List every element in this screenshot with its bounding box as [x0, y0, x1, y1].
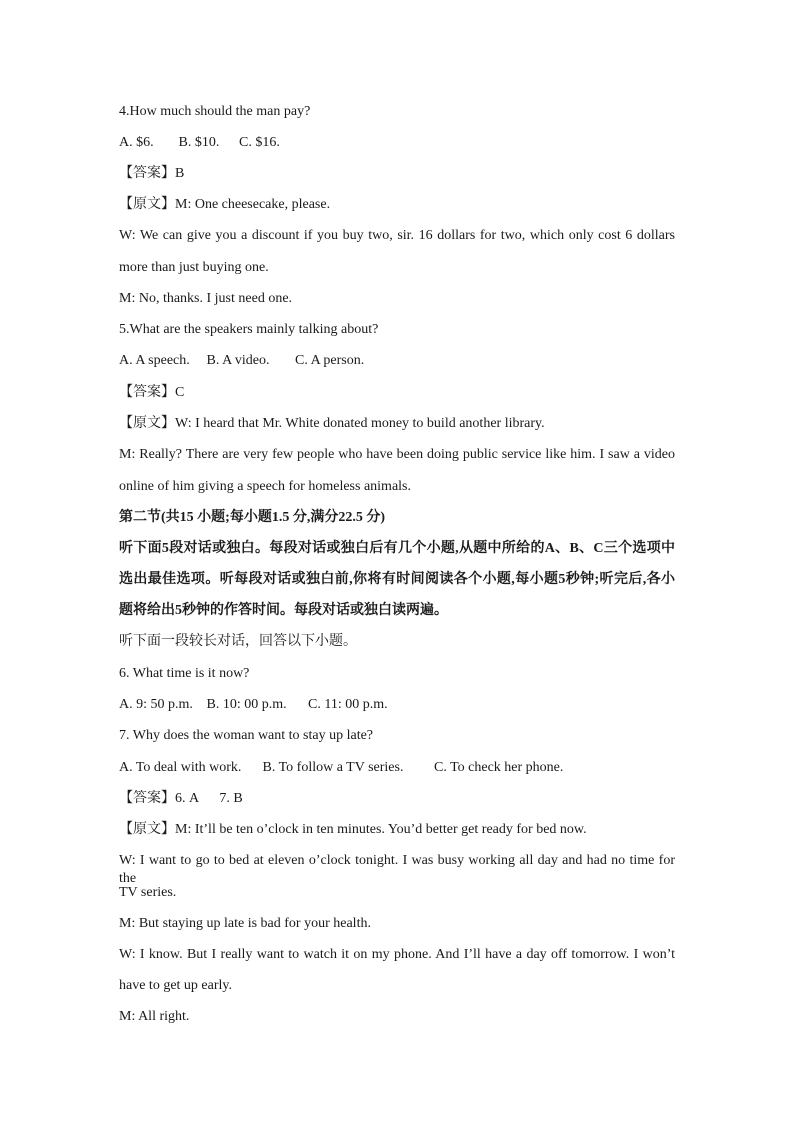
q7-option-c: C. To check her phone. — [434, 760, 564, 775]
q5-transcript-line-1: 【原文】W: I heard that Mr. White donated money to build another library. — [119, 416, 545, 431]
q5-transcript-line-3: online of him giving a speech for homeless animals. — [119, 479, 411, 494]
q4-option-a: A. $6. — [119, 135, 154, 150]
q5-transcript-line-2: M: Really? There are very few people who have been doing public service like him. I saw a video — [119, 447, 675, 462]
q4-question: 4.How much should the man pay? — [119, 104, 311, 119]
q6-options — [119, 696, 388, 714]
q5-option-c: C. A person. — [295, 353, 365, 368]
q7-option-b: B. To follow a TV series. — [262, 760, 404, 775]
q4-option-b: B. $10. — [178, 135, 220, 150]
q67-transcript-line-2: W: I want to go to bed at eleven o’clock tonight. I was busy working all day and had no time for the — [119, 853, 675, 886]
q5-option-a: A. A speech. — [119, 353, 190, 368]
q67-answer: 【答案】6. A 7. B — [119, 791, 243, 806]
q5-question: 5.What are the speakers mainly talking about? — [119, 322, 379, 337]
q6-question: 6. What time is it now? — [119, 666, 250, 681]
q67-transcript-line-5: W: I know. But I really want to watch it on my phone. And I’ll have a day off tomorrow. I won’t — [119, 947, 675, 962]
q5-answer: 【答案】C — [119, 385, 185, 400]
q4-option-c: C. $16. — [239, 135, 280, 150]
q4-transcript-line-1: 【原文】M: One cheesecake, please. — [119, 197, 331, 212]
q7-option-a: A. To deal with work. — [119, 760, 242, 775]
q6-option-a: A. 9: 50 p.m. — [119, 697, 193, 712]
section2-heading: 第二节(共15 小题;每小题1.5 分,满分22.5 分) — [119, 510, 385, 525]
section2-instruction-line-1: 听下面5段对话或独白。每段对话或独白后有几个小题,从题中所给的A、B、C三个选项中 — [119, 541, 675, 556]
q67-transcript-line-7: M: All right. — [119, 1009, 190, 1024]
q6-option-b: B. 10: 00 p.m. — [206, 697, 287, 712]
q7-options — [119, 759, 563, 777]
q7-question: 7. Why does the woman want to stay up late? — [119, 728, 374, 743]
q4-options — [119, 134, 280, 152]
section2-instruction-line-3: 题将给出5秒钟的作答时间。每段对话或独白读两遍。 — [119, 603, 448, 618]
q6-option-c: C. 11: 00 p.m. — [308, 697, 388, 712]
q4-transcript-line-3: more than just buying one. — [119, 260, 269, 275]
q67-transcript-line-1: 【原文】M: It’ll be ten o’clock in ten minutes. You’d better get ready for bed now. — [119, 822, 587, 837]
section2-instruction-line-2: 选出最佳选项。听每段对话或独白前,你将有时间阅读各个小题,每小题5秒钟;听完后,各小 — [119, 572, 675, 587]
q67-transcript-line-4: M: But staying up late is bad for your health. — [119, 916, 371, 931]
q4-transcript-line-2: W: We can give you a discount if you buy two, sir. 16 dollars for two, which only cost 6 dollars — [119, 228, 675, 243]
section2-intro: 听下面一段较长对话，回答以下小题。 — [119, 634, 357, 649]
q5-option-b: B. A video. — [206, 353, 270, 368]
q4-transcript-line-4: M: No, thanks. I just need one. — [119, 291, 293, 306]
q67-transcript-line-3: TV series. — [119, 885, 177, 900]
q4-answer: 【答案】B — [119, 166, 185, 181]
q5-options — [119, 352, 364, 370]
q67-transcript-line-6: have to get up early. — [119, 978, 232, 993]
